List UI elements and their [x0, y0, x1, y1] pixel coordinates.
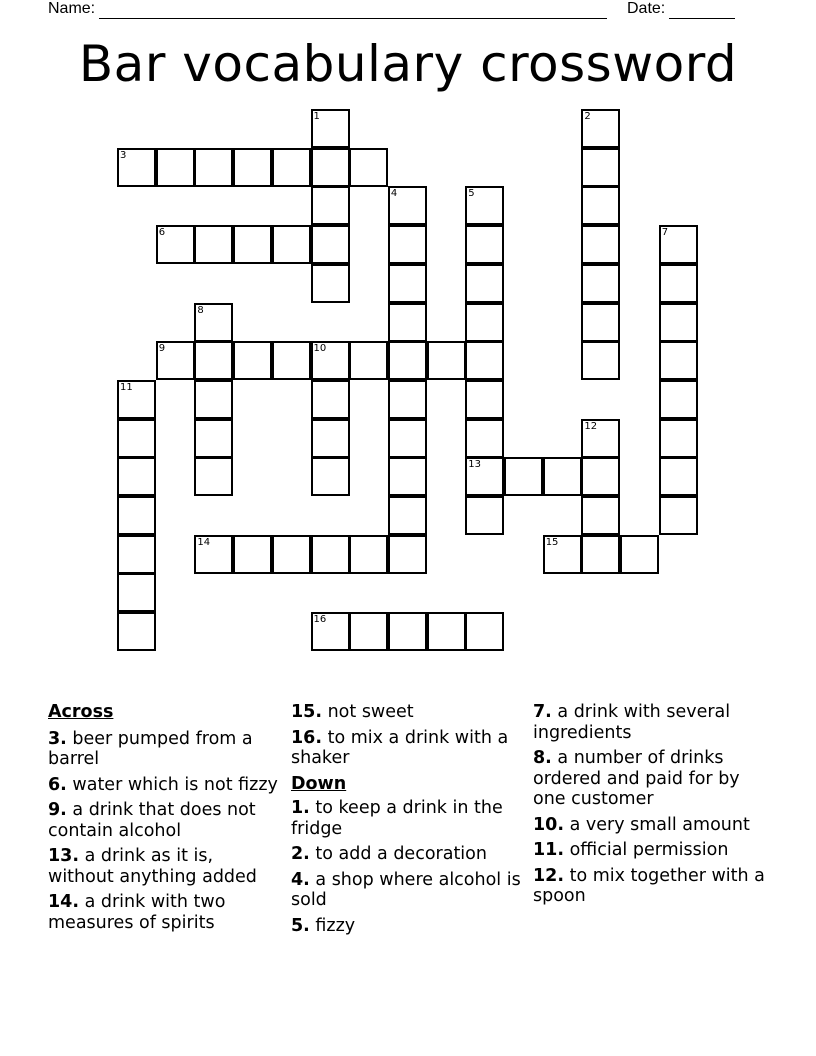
- crossword-cell[interactable]: [311, 419, 350, 458]
- crossword-cell[interactable]: [117, 612, 156, 651]
- crossword-cell[interactable]: [117, 457, 156, 496]
- clue-number: 6.: [48, 774, 67, 795]
- clue-number: 16.: [291, 727, 323, 748]
- crossword-cell[interactable]: [659, 225, 698, 264]
- cell-number: 15: [545, 536, 559, 548]
- crossword-cell[interactable]: [311, 148, 350, 187]
- clue-text: beer pumped from a barrel: [48, 728, 253, 769]
- crossword-cell[interactable]: [194, 341, 233, 380]
- crossword-cell[interactable]: [388, 380, 427, 419]
- cell-number: 1: [313, 111, 320, 122]
- crossword-cell[interactable]: [581, 225, 620, 264]
- crossword-cell[interactable]: [117, 419, 156, 458]
- crossword-cell[interactable]: [465, 303, 504, 342]
- crossword-cell[interactable]: [543, 457, 582, 496]
- crossword-cell[interactable]: [388, 264, 427, 303]
- clues-column-2: [291, 702, 526, 941]
- crossword-cell[interactable]: [311, 109, 350, 148]
- crossword-cell[interactable]: [233, 535, 272, 574]
- across-heading: Across: [48, 702, 114, 722]
- clue-text: water which is not fizzy: [72, 774, 278, 795]
- crossword-cell[interactable]: [388, 225, 427, 264]
- crossword-cell[interactable]: [465, 457, 504, 496]
- clue-number: 7.: [533, 702, 552, 722]
- crossword-cell[interactable]: [581, 419, 620, 458]
- crossword-cell[interactable]: [581, 186, 620, 225]
- crossword-cell[interactable]: [117, 380, 156, 419]
- crossword-cell[interactable]: [272, 535, 311, 574]
- crossword-cell[interactable]: [659, 264, 698, 303]
- crossword-cell[interactable]: [311, 535, 350, 574]
- clue-text: a drink as it is, without anything added: [48, 846, 257, 887]
- clues-column-3: [533, 702, 768, 912]
- down-heading: Down: [291, 773, 347, 794]
- clue-number: 9.: [48, 800, 67, 820]
- clue-down: [291, 844, 526, 865]
- crossword-cell[interactable]: [194, 148, 233, 187]
- clue-text: a shop where alcohol is sold: [291, 869, 521, 910]
- crossword-cell[interactable]: [581, 109, 620, 148]
- clue-number: 8.: [533, 748, 552, 768]
- crossword-cell[interactable]: [388, 612, 427, 651]
- clue-across: [48, 775, 283, 796]
- crossword-cell[interactable]: [388, 186, 427, 225]
- crossword-cell[interactable]: [465, 264, 504, 303]
- crossword-cell[interactable]: [465, 380, 504, 419]
- crossword-cell[interactable]: [659, 380, 698, 419]
- clue-down: [533, 815, 768, 836]
- crossword-cell[interactable]: [311, 186, 350, 225]
- crossword-cell[interactable]: [117, 573, 156, 612]
- crossword-cell[interactable]: [272, 148, 311, 187]
- cell-number: 2: [584, 111, 591, 122]
- crossword-cell[interactable]: [465, 341, 504, 380]
- crossword-cell[interactable]: [427, 612, 466, 651]
- clue-down: [291, 798, 526, 839]
- clue-down: [533, 748, 768, 810]
- crossword-cell[interactable]: [311, 457, 350, 496]
- name-label: Name:: [48, 0, 96, 17]
- clue-down: [533, 702, 768, 743]
- crossword-cell[interactable]: [465, 186, 504, 225]
- clue-text: not sweet: [327, 702, 414, 722]
- crossword-cell[interactable]: [233, 341, 272, 380]
- crossword-cell[interactable]: [388, 303, 427, 342]
- date-label: Date:: [627, 0, 666, 17]
- clue-number: 14.: [48, 892, 80, 912]
- crossword-cell[interactable]: [194, 380, 233, 419]
- crossword-cell[interactable]: [388, 341, 427, 380]
- clue-down: [291, 916, 526, 937]
- crossword-cell[interactable]: [465, 612, 504, 651]
- clue-across: [291, 702, 526, 723]
- clue-text: to add a decoration: [315, 844, 487, 864]
- clue-number: 15.: [291, 702, 323, 722]
- cell-number: 12: [584, 420, 598, 432]
- crossword-cell[interactable]: [659, 457, 698, 496]
- crossword-cell[interactable]: [311, 341, 350, 380]
- crossword-cell[interactable]: [465, 419, 504, 458]
- clue-number: 5.: [291, 915, 310, 936]
- crossword-cell[interactable]: [272, 225, 311, 264]
- crossword-cell[interactable]: [349, 535, 388, 574]
- clue-text: a very small amount: [569, 814, 750, 835]
- crossword-cell[interactable]: [581, 457, 620, 496]
- page-title: Bar vocabulary crossword: [78, 35, 738, 93]
- crossword-cell[interactable]: [194, 419, 233, 458]
- cell-number: 6: [158, 227, 166, 239]
- clue-text: a drink that does not contain alcohol: [48, 800, 256, 841]
- crossword-cell[interactable]: [388, 419, 427, 458]
- clue-across: [48, 800, 283, 841]
- crossword-cell[interactable]: [388, 535, 427, 574]
- cell-number: 13: [468, 459, 482, 471]
- clue-text: to keep a drink in the fridge: [291, 798, 503, 839]
- clue-down: [291, 870, 526, 911]
- crossword-cell[interactable]: [388, 496, 427, 535]
- crossword-cell[interactable]: [156, 225, 195, 264]
- clue-number: 11.: [533, 840, 565, 860]
- crossword-cell[interactable]: [233, 148, 272, 187]
- crossword-cell[interactable]: [156, 148, 195, 187]
- cell-number: 11: [120, 381, 133, 393]
- crossword-cell[interactable]: [427, 341, 466, 380]
- crossword-cell[interactable]: [581, 303, 620, 342]
- clue-text: a drink with several ingredients: [533, 702, 731, 743]
- crossword-cell[interactable]: [659, 496, 698, 535]
- clue-number: 10.: [533, 814, 565, 835]
- cell-number: 4: [390, 188, 398, 200]
- cell-number: 3: [120, 149, 127, 161]
- clue-number: 2.: [291, 844, 310, 864]
- crossword-cell[interactable]: [581, 341, 620, 380]
- crossword-cell[interactable]: [194, 457, 233, 496]
- cell-number: 9: [158, 343, 166, 355]
- clue-text: a drink with two measures of spirits: [48, 892, 226, 933]
- crossword-cell[interactable]: [543, 535, 582, 574]
- crossword-cell[interactable]: [194, 225, 233, 264]
- crossword-cell[interactable]: [504, 457, 543, 496]
- crossword-cell[interactable]: [311, 264, 350, 303]
- crossword-cell[interactable]: [272, 341, 311, 380]
- clue-text: fizzy: [315, 915, 356, 936]
- crossword-cell[interactable]: [156, 341, 195, 380]
- crossword-cell[interactable]: [349, 148, 388, 187]
- crossword-cell[interactable]: [349, 612, 388, 651]
- crossword-cell[interactable]: [311, 380, 350, 419]
- clue-down: [533, 840, 768, 861]
- clue-across: [48, 846, 283, 887]
- clue-across: [291, 728, 526, 769]
- clue-across: [48, 729, 283, 770]
- clue-number: 1.: [291, 798, 310, 818]
- crossword-cell[interactable]: [581, 264, 620, 303]
- clue-number: 4.: [291, 869, 310, 890]
- cell-number: 16: [313, 614, 327, 626]
- crossword-cell[interactable]: [388, 457, 427, 496]
- clue-number: 13.: [48, 846, 80, 866]
- cell-number: 8: [197, 304, 204, 316]
- clues-column-1: [48, 702, 283, 938]
- clue-text: a number of drinks ordered and paid for by one customer: [533, 748, 740, 809]
- crossword-cell[interactable]: [581, 535, 620, 574]
- crossword-cell[interactable]: [581, 148, 620, 187]
- crossword-cell[interactable]: [465, 496, 504, 535]
- cell-number: 5: [468, 188, 475, 200]
- cell-number: 14: [197, 536, 211, 548]
- crossword-cell[interactable]: [117, 535, 156, 574]
- cell-number: 10: [313, 343, 327, 355]
- crossword-cell[interactable]: [659, 341, 698, 380]
- crossword-cell[interactable]: [233, 225, 272, 264]
- crossword-cell[interactable]: [194, 535, 233, 574]
- crossword-cell[interactable]: [311, 225, 350, 264]
- crossword-cell[interactable]: [117, 148, 156, 187]
- crossword-cell[interactable]: [465, 225, 504, 264]
- crossword-cell[interactable]: [349, 341, 388, 380]
- crossword-cell[interactable]: [620, 535, 659, 574]
- crossword-cell[interactable]: [117, 496, 156, 535]
- crossword-cell[interactable]: [311, 612, 350, 651]
- clue-text: to mix together with a spoon: [533, 865, 765, 906]
- clue-number: 12.: [533, 865, 565, 886]
- clue-text: official permission: [569, 840, 729, 860]
- clue-across: [48, 892, 283, 933]
- crossword-cell[interactable]: [659, 303, 698, 342]
- clue-text: to mix a drink with a shaker: [291, 727, 509, 768]
- clue-down: [533, 866, 768, 907]
- crossword-cell[interactable]: [659, 419, 698, 458]
- crossword-cell[interactable]: [581, 496, 620, 535]
- crossword-cell[interactable]: [194, 303, 233, 342]
- clue-number: 3.: [48, 728, 67, 749]
- cell-number: 7: [661, 227, 669, 239]
